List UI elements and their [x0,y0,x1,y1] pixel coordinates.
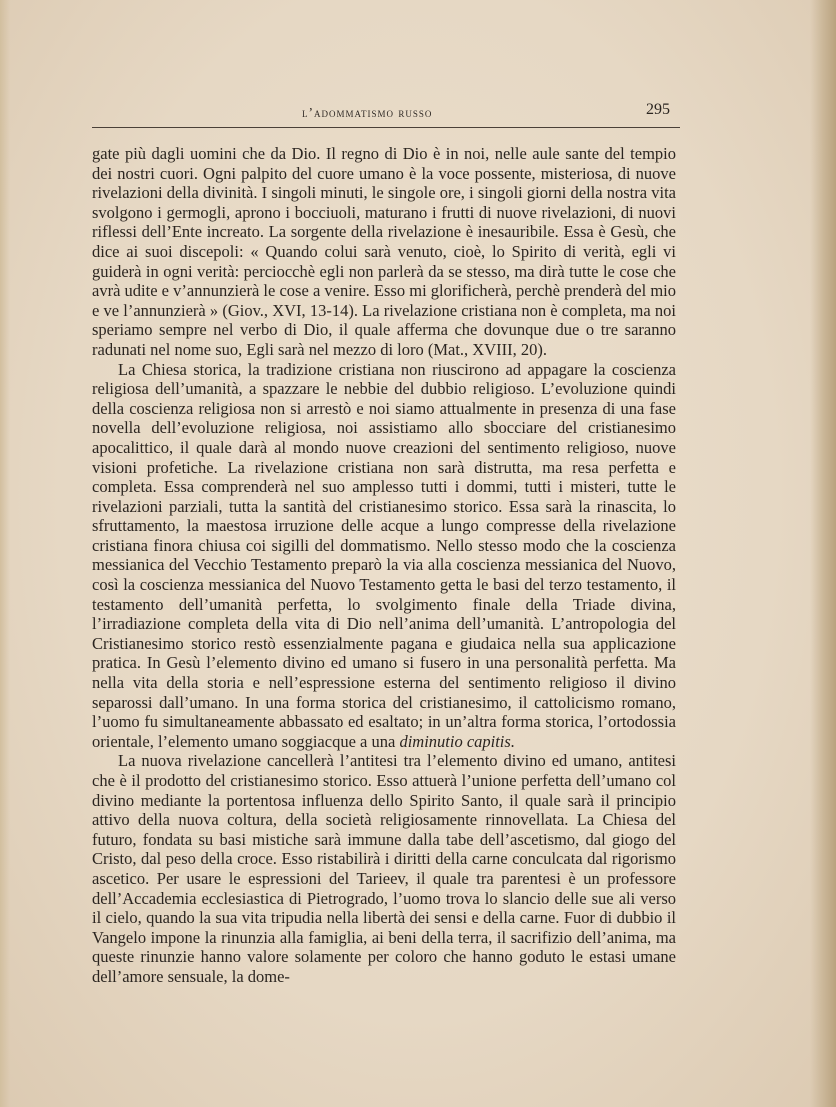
body-text [92,144,676,987]
paragraph-2 [92,360,676,752]
page-number: 295 [646,101,670,118]
italic-phrase: diminutio capitis. [399,731,515,751]
page-left-edge [0,0,10,1107]
paragraph-2-text: La Chiesa storica, la tradizione cristiana non riuscirono ad appagare la coscienza religiosa dell’umanità, a spazzare le nebbie del dubbio religioso. L’evoluzione quindi della coscienza religiosa non si arrestò e noi siamo attualmente in presenza di una fase novella dell’evoluzione religiosa, noi assistiamo allo sbocciare del cristianesimo apocalittico, il quale darà al mondo nuove creazioni del sentimento religioso, nuove visioni profetiche. La rivelazione cristiana non sarà distrutta, ma resa perfetta e completa. Essa comprenderà nel suo amplesso tutti i dommi, tutti i misteri, tutte le rivelazioni parziali, tutta la santità del cristianesimo storico. Essa sarà la rinascita, lo sfruttamento, la maestosa irruzione delle acque a lungo compresse della rivelazione cristiana finora chiusa coi sigilli del dommatismo. Nello stesso modo che la coscienza messianica del Vecchio Testamento preparò la via alla coscienza messianica del Nuovo, così la coscienza messianica del Nuovo Testamento getta le basi del terzo testamento, il testamento dell’umanità perfetta, lo svolgimento finale della Triade divina, l’irradiazione completa della vita di Dio nell’anima dell’umanità. L’antropologia del Cristianesimo storico restò essenzialmente pagana e giudaica nella sua applicazione pratica. In Gesù l’elemento divino ed umano si fusero in una personalità perfetta. Ma nella vita della storia e nell’espressione esterna del sentimento religioso il divino separossi dall’umano. In una forma storica del cristianesimo, il cattolicismo romano, l’uomo fu simultaneamente abbassato ed esaltato; in un’altra forma storica, l’ortodossia orientale, l’elemento umano soggiacque a una [92,359,676,751]
page-right-edge [810,0,836,1107]
paragraph-1: gate più dagli uomini che da Dio. Il regno di Dio è in noi, nelle aule sante del tempio dei nostri cuori. Ogni palpito del cuore umano è la voce possente, misteriosa, di nuove rivelazioni della divinità. I singoli minuti, le singole ore, i singoli giorni della nostra vita svolgono i germogli, aprono i bocciuoli, maturano i frutti di nuove rivelazioni, di nuovi riflessi dell’Ente increato. La sorgente della rivelazione è inesauribile. Essa è Gesù, che dice ai suoi discepoli: « Quando colui sarà venuto, cioè, lo Spirito di verità, egli vi guiderà in ogni verità: perciocchè egli non parlerà da se stesso, ma dirà tutte le cose che avrà udite e v’annunzierà le cose a venire. Esso mi glorificherà, perchè prenderà del mio e ve l’annunzierà » (Giov., XVI, 13-14). La rivelazione cristiana non è completa, ma noi speriamo sempre nel verbo di Dio, il quale afferma che dovunque due o tre saranno radunati nel nome suo, Egli sarà nel mezzo di loro (Mat., XVIII, 20). [92,144,676,359]
page-header [92,101,682,125]
running-title: l’adommatismo russo [302,105,433,120]
paragraph-3: La nuova rivelazione cancellerà l’antitesi tra l’elemento divino ed umano, antitesi che è il prodotto del cristianesimo storico. Esso attuerà l’unione perfetta dell’umano col divino mediante la portentosa influenza dello Spirito Santo, il quale sarà il principio attivo della nuova coltura, della società religiosamente rinnovellata. La Chiesa del futuro, fondata su basi mistiche sarà immune dalla tabe dell’ascetismo, dal giogo del Cristo, dal peso della croce. Esso ristabilirà i diritti della carne conculcata dal rigorismo ascetico. Per usare le espressioni del Tarieev, il quale tra parentesi è un professore dell’Accademia ecclesiastica di Pietrogrado, l’uomo trova lo slancio delle sue ali verso il cielo, quando la sua vita tripudia nella libertà dei sensi e della carne. Fuor di dubbio il Vangelo impone la rinunzia alla famiglia, ai beni della terra, il sacrifizio dell’anima, ma queste rinunzie hanno valore solamente per coloro che hanno goduto le estasi umane dell’amore sensuale, la dome- [92,751,676,986]
header-rule [92,127,680,128]
